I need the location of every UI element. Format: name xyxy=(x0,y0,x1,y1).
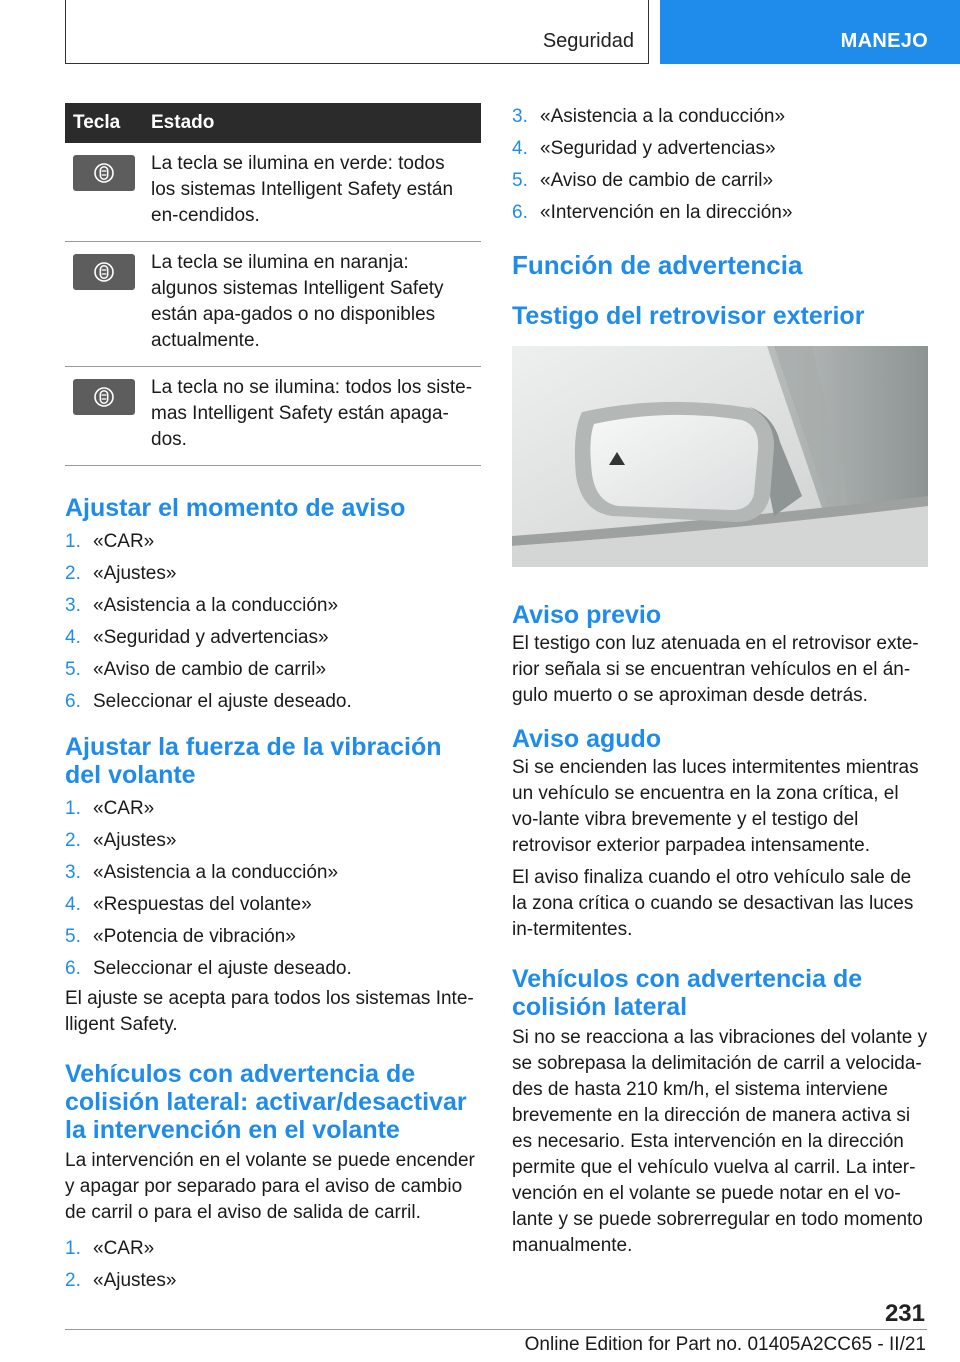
list-item xyxy=(65,1270,481,1302)
step-text: «Asistencia a la conducción» xyxy=(540,106,786,127)
heading-warning-function: Función de advertencia xyxy=(512,250,803,280)
list-item xyxy=(65,798,481,830)
table-header-state: Estado xyxy=(151,112,215,133)
key-cell xyxy=(65,242,143,367)
steps-intervention-left xyxy=(65,1238,481,1302)
list-item xyxy=(65,830,481,862)
step-text: «CAR» xyxy=(93,531,155,552)
heading-mirror-indicator: Testigo del retrovisor exterior xyxy=(512,302,865,330)
list-item xyxy=(65,563,481,595)
list-item xyxy=(65,1238,481,1270)
step-number: 3. xyxy=(65,862,81,883)
table-header-row xyxy=(65,103,481,143)
list-item xyxy=(512,202,928,234)
pre-warning-body: El testigo con luz atenuada en el retrovisor exte-rior señala si se encuentran vehículos en el án-gulo muerto o se aproximan desde detrás. xyxy=(512,633,919,706)
vibration-note: El ajuste se acepta para todos los sistemas Inte-lligent Safety. xyxy=(65,988,474,1035)
intelligent-safety-key xyxy=(73,379,135,415)
list-item xyxy=(65,627,481,659)
step-number: 3. xyxy=(512,106,528,127)
step-text: «Ajustes» xyxy=(93,563,177,584)
step-text: «Seguridad y advertencias» xyxy=(540,138,776,159)
key-cell xyxy=(65,143,143,242)
step-number: 3. xyxy=(65,595,81,616)
header-chapter-box xyxy=(660,0,960,64)
list-item xyxy=(65,691,481,723)
heading-vibration: Ajustar la fuerza de la vibración del volante xyxy=(65,733,442,789)
step-text: «Potencia de vibración» xyxy=(93,926,296,947)
step-text: «Asistencia a la conducción» xyxy=(93,595,339,616)
mirror-illustration xyxy=(512,346,928,567)
intelligent-safety-key xyxy=(73,155,135,191)
steps-vibration xyxy=(65,798,481,990)
list-item xyxy=(512,138,928,170)
table-row xyxy=(65,143,481,242)
table-row xyxy=(65,242,481,367)
list-item xyxy=(65,926,481,958)
step-text: «Aviso de cambio de carril» xyxy=(93,659,327,680)
step-text: «Seguridad y advertencias» xyxy=(93,627,329,648)
steps-intervention-right xyxy=(512,106,928,234)
header-section-box xyxy=(65,0,649,64)
step-number: 2. xyxy=(65,563,81,584)
step-number: 2. xyxy=(65,830,81,851)
intervention-body: La intervención en el volante se puede encender y apagar por separado para el aviso de cambio de carril o para el aviso de salida de carril. xyxy=(65,1150,475,1223)
step-text: «Asistencia a la conducción» xyxy=(93,862,339,883)
heading-intervention: Vehículos con advertencia de colisión lateral: activar/desactivar la intervención en el volante xyxy=(65,1060,467,1144)
list-item xyxy=(65,595,481,627)
step-text: «CAR» xyxy=(93,1238,155,1259)
intelligent-safety-key xyxy=(73,254,135,290)
footer-divider xyxy=(65,1329,927,1330)
intelligent-safety-icon xyxy=(93,162,115,184)
step-text: «Ajustes» xyxy=(93,830,177,851)
intelligent-safety-icon xyxy=(93,261,115,283)
step-number: 5. xyxy=(65,659,81,680)
step-text: «Aviso de cambio de carril» xyxy=(540,170,774,191)
step-number: 6. xyxy=(512,202,528,223)
steps-timing xyxy=(65,531,481,723)
step-number: 5. xyxy=(512,170,528,191)
step-number: 4. xyxy=(512,138,528,159)
table-row xyxy=(65,367,481,466)
step-text: Seleccionar el ajuste deseado. xyxy=(93,691,352,712)
step-number: 5. xyxy=(65,926,81,947)
heading-lateral-collision: Vehículos con advertencia de colisión lateral xyxy=(512,965,863,1021)
step-text: «CAR» xyxy=(93,798,155,819)
step-text: «Intervención en la dirección» xyxy=(540,202,793,223)
key-cell xyxy=(65,367,143,466)
edition-footer: Online Edition for Part no. 01405A2CC65 - II/21 xyxy=(524,1334,926,1355)
lateral-collision-body: Si no se reacciona a las vibraciones del volante y se sobrepasa la delimitación de carril a velocida-des de hasta 210 km/h, el sistema interviene brevemente en la dirección de manera activa si es necesario. Esta intervención en la dirección permite que el vehículo vuelva al carril. La inter-vención en el volante se puede notar en el vo-lante y se puede sobrerregular en todo momento manualmente. xyxy=(512,1027,928,1256)
list-item xyxy=(65,894,481,926)
section-title: Seguridad xyxy=(542,30,634,52)
left-column xyxy=(65,103,481,1302)
list-item xyxy=(512,106,928,138)
state-cell: La tecla no se ilumina: todos los siste-mas Intelligent Safety están apaga-dos. xyxy=(143,367,481,466)
key-state-table xyxy=(65,103,481,466)
step-number: 4. xyxy=(65,894,81,915)
acute-warning-body-1: Si se encienden las luces intermitentes mientras un vehículo se encuentra en la zona crítica, el vo-lante vibra brevemente y el testigo del retrovisor exterior parpadea intensamente. xyxy=(512,757,919,856)
page-number: 231 xyxy=(884,1300,925,1327)
table-header-key: Tecla xyxy=(73,112,121,133)
acute-warning-body-2: El aviso finaliza cuando el otro vehículo sale de la zona crítica o cuando se desactivan las luces in-termitentes. xyxy=(512,867,914,940)
heading-acute-warning: Aviso agudo xyxy=(512,725,662,753)
state-cell: La tecla se ilumina en naranja: algunos sistemas Intelligent Safety están apa-gados o no disponibles actualmente. xyxy=(143,242,481,367)
list-item xyxy=(512,170,928,202)
step-text: «Respuestas del volante» xyxy=(93,894,312,915)
step-text: Seleccionar el ajuste deseado. xyxy=(93,958,352,979)
right-column xyxy=(512,103,928,1259)
list-item xyxy=(65,659,481,691)
step-number: 4. xyxy=(65,627,81,648)
step-number: 1. xyxy=(65,1238,81,1259)
intelligent-safety-icon xyxy=(93,386,115,408)
step-number: 1. xyxy=(65,531,81,552)
list-item xyxy=(65,862,481,894)
heading-pre-warning: Aviso previo xyxy=(512,601,662,629)
chapter-title: MANEJO xyxy=(840,30,928,52)
list-item xyxy=(65,531,481,563)
step-number: 6. xyxy=(65,958,81,979)
step-text: «Ajustes» xyxy=(93,1270,177,1291)
step-number: 2. xyxy=(65,1270,81,1291)
step-number: 6. xyxy=(65,691,81,712)
state-cell: La tecla se ilumina en verde: todos los sistemas Intelligent Safety están en-cendidos. xyxy=(143,143,481,242)
heading-timing: Ajustar el momento de aviso xyxy=(65,494,406,522)
step-number: 1. xyxy=(65,798,81,819)
